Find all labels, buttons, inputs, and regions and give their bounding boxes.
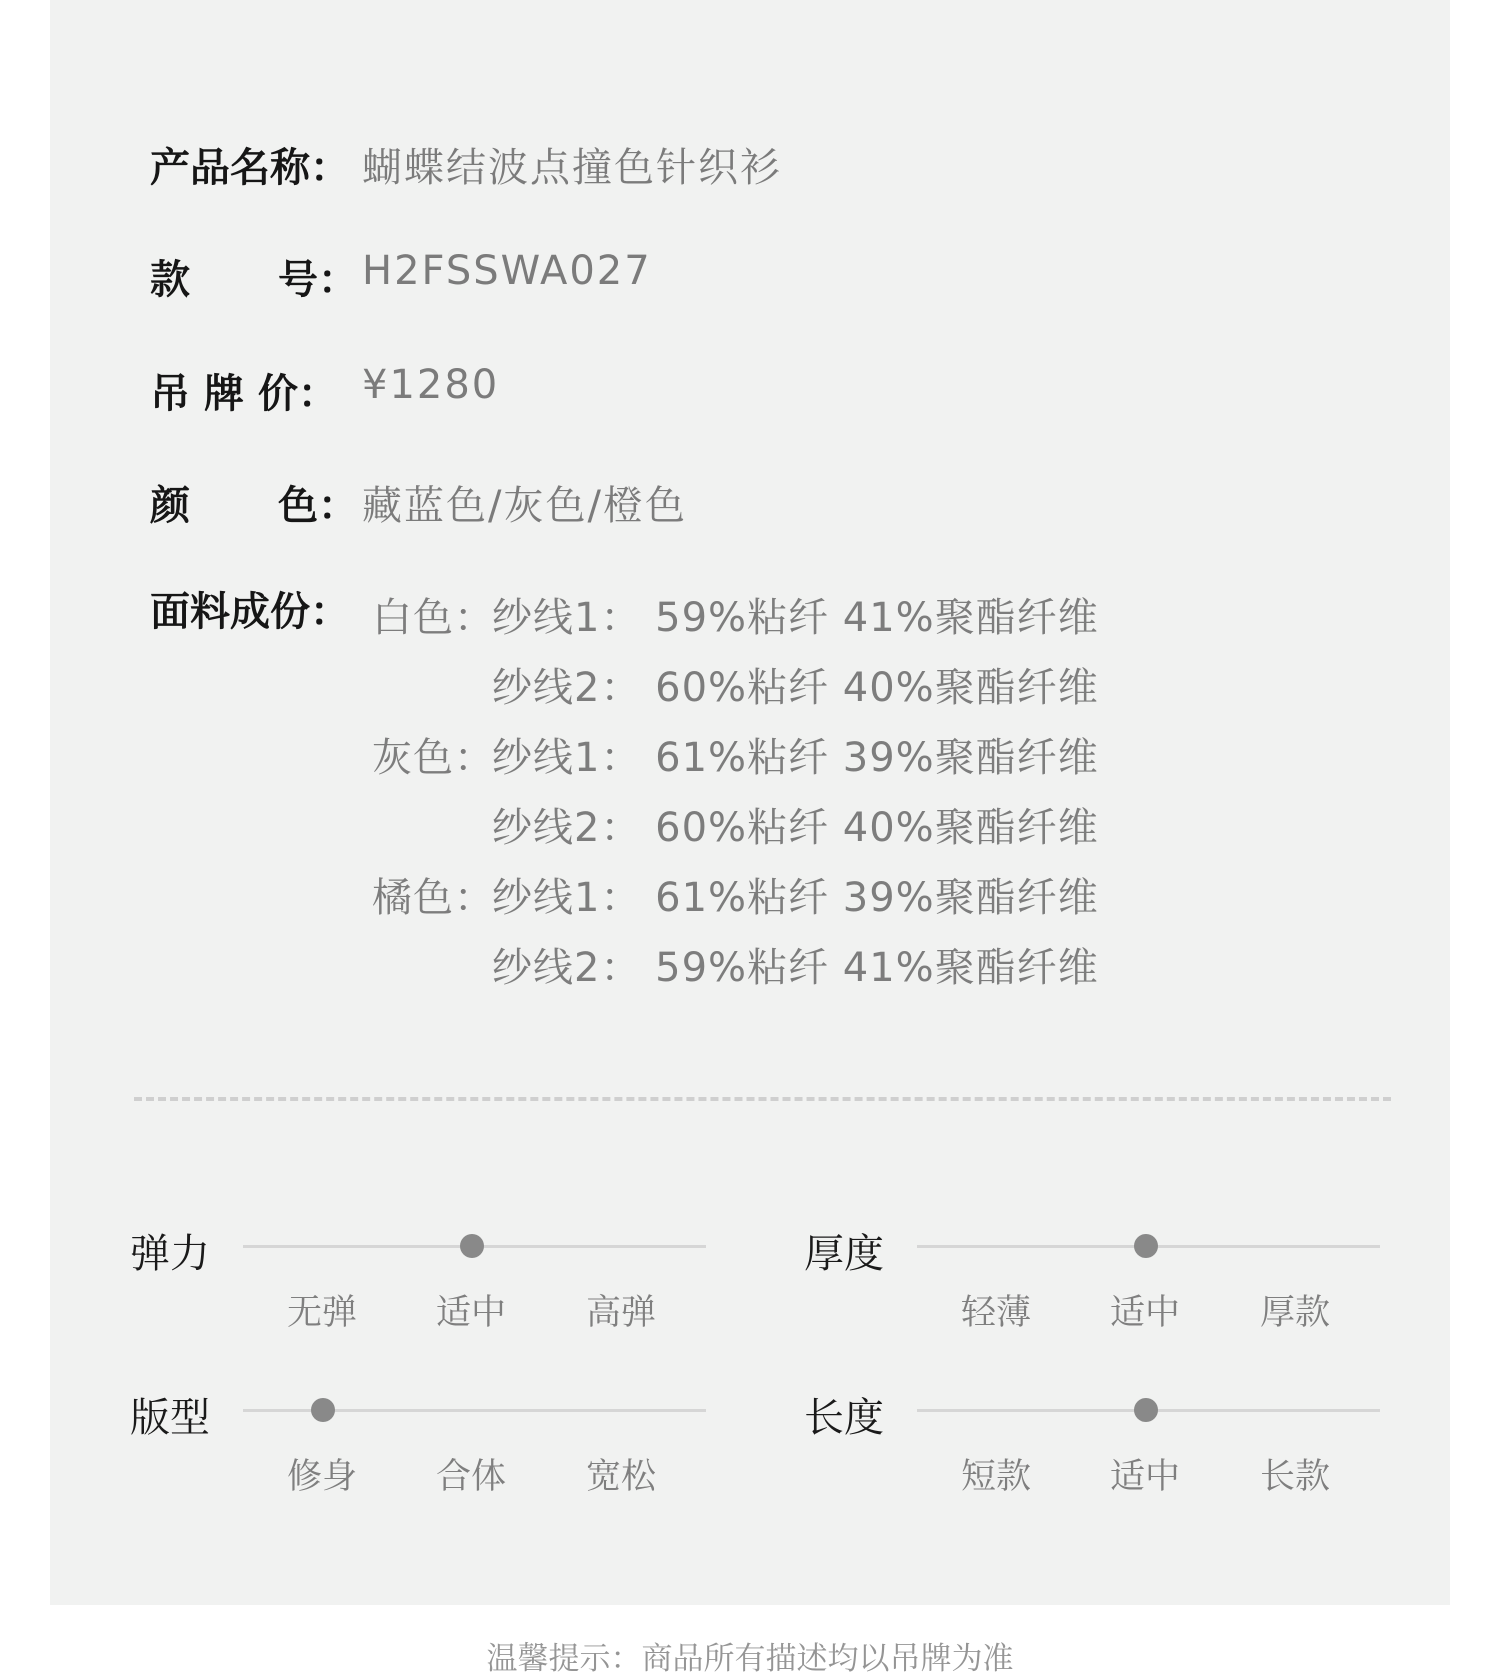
scale-option: 高弹 — [586, 1293, 657, 1333]
attribute-title: 厚度 — [804, 1231, 884, 1277]
scale-indicator — [1134, 1234, 1158, 1258]
scale-option: 适中 — [1110, 1293, 1181, 1333]
color-label-b: 色： — [278, 483, 358, 529]
attribute-title: 弹力 — [130, 1231, 210, 1277]
fabric-line: 纱线1： 59%粘纤 41%聚酯纤维 — [492, 595, 1099, 641]
color-value: 藏蓝色/灰色/橙色 — [362, 483, 687, 529]
attribute-title: 版型 — [130, 1395, 210, 1441]
tag-price-value: ¥1280 — [362, 362, 500, 408]
fabric-label: 面料成份： — [150, 589, 350, 635]
fabric-color-grey: 灰色： — [372, 735, 495, 781]
disclaimer-note: 温馨提示：商品所有描述均以吊牌为准 — [486, 1641, 1014, 1677]
fabric-line: 纱线1： 61%粘纤 39%聚酯纤维 — [492, 875, 1099, 921]
scale-option: 短款 — [961, 1457, 1032, 1497]
scale-option: 无弹 — [287, 1293, 358, 1333]
style-number-label-a: 款 — [150, 257, 190, 303]
scale-indicator — [1134, 1398, 1158, 1422]
scale-option: 合体 — [436, 1457, 507, 1497]
scale-option: 适中 — [436, 1293, 507, 1333]
fabric-line: 纱线1： 61%粘纤 39%聚酯纤维 — [492, 735, 1099, 781]
scale-option: 厚款 — [1260, 1293, 1331, 1333]
fabric-color-white: 白色： — [372, 595, 495, 641]
scale-indicator — [460, 1234, 484, 1258]
scale-indicator — [311, 1398, 335, 1422]
scale-option: 轻薄 — [961, 1293, 1032, 1333]
scale-option: 修身 — [287, 1457, 358, 1497]
attribute-title: 长度 — [804, 1395, 884, 1441]
scale-option: 宽松 — [586, 1457, 657, 1497]
fabric-line: 纱线2： 60%粘纤 40%聚酯纤维 — [492, 665, 1099, 711]
style-number-value: H2FSSWA027 — [362, 248, 652, 294]
scale-option: 长款 — [1260, 1457, 1331, 1497]
scale-option: 适中 — [1110, 1457, 1181, 1497]
product-name-label: 产品名称： — [150, 145, 350, 191]
style-number-label-b: 号： — [278, 257, 358, 303]
fabric-color-orange: 橘色： — [372, 875, 495, 921]
fabric-line: 纱线2： 59%粘纤 41%聚酯纤维 — [492, 945, 1099, 991]
fabric-line: 纱线2： 60%粘纤 40%聚酯纤维 — [492, 805, 1099, 851]
product-name-value: 蝴蝶结波点撞色针织衫 — [362, 145, 782, 191]
color-label-a: 颜 — [150, 483, 190, 529]
tag-price-label: 吊 牌 价： — [150, 371, 338, 417]
dashed-divider — [134, 1097, 1391, 1101]
